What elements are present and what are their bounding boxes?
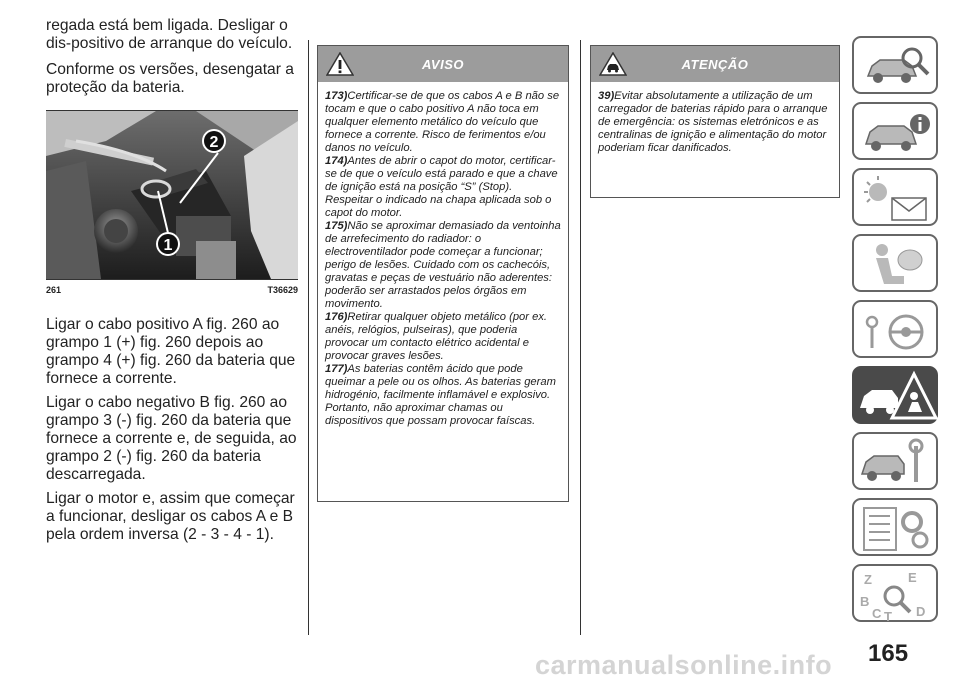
tab-vehicle-knowledge[interactable]: [852, 36, 938, 94]
aviso-item: [325, 155, 562, 220]
aviso-item: [325, 311, 562, 363]
atencao-item: [598, 90, 833, 155]
figure-code: T36629: [267, 285, 298, 295]
paragraph-5: Ligar o motor e, assim que começar a funcionar, desligar os cabos A e B pela ordem inversa (2 - 3 - 4 - 1).: [46, 490, 295, 543]
index-letter: B: [860, 594, 870, 609]
column-divider-2: [580, 40, 581, 635]
aviso-title: AVISO: [422, 57, 464, 72]
aviso-item-text: As baterias contêm ácido que pode queimar a pele ou os olhos. As baterias geram hidrogénio, facilmente inflamável e explosivo. Portanto, não aproximar chamas ou dispositivos que possam provocar faíscas.: [325, 363, 556, 427]
tab-technical-data[interactable]: [852, 498, 938, 556]
atencao-item-text: Evitar absolutamente a utilização de um carregador de baterias rápido para o arranque de emergência: os sistemas eletrónicos e as centralinas de ignição e alimentação do motor poderiam ficar danificados.: [598, 90, 828, 154]
atencao-header: [591, 46, 839, 82]
car-search-icon: [854, 38, 940, 96]
paragraph-1: regada está bem ligada. Desligar o dis-positivo de arranque do veículo.: [46, 17, 293, 52]
engine-bay-photo: [46, 111, 298, 279]
seat-airbag-icon: [854, 236, 940, 294]
tab-warning-lights[interactable]: [852, 168, 938, 226]
tab-safety[interactable]: [852, 234, 938, 292]
aviso-item-number: 176): [325, 311, 348, 323]
aviso-box: [317, 45, 569, 502]
index-letter: D: [916, 604, 926, 619]
tab-index[interactable]: [852, 564, 938, 622]
list-gears-icon: [854, 500, 940, 558]
figure-caption: [46, 280, 298, 295]
paragraph-3: Ligar o cabo positivo A fig. 260 ao grampo 1 (+) fig. 260 depois ao grampo 4 (+) fig. 260 da bateria que fornece a corrente.: [46, 316, 296, 387]
paragraph-2: Conforme os versões, desengatar a proteção da bateria.: [46, 61, 294, 96]
aviso-item: [325, 90, 562, 155]
aviso-item-number: 177): [325, 363, 348, 375]
tab-vehicle-info[interactable]: [852, 102, 938, 160]
column-1-bottom: [46, 316, 298, 550]
aviso-item-text: Certificar-se de que os cabos A e B não se tocam e que o cabo positivo A não toca em qualquer elemento metálico do veículo que fornece a corrente. Risco de ferimentos e/ou danos no veículo.: [325, 90, 560, 154]
car-wrench-icon: [854, 434, 940, 492]
paragraph-4: Ligar o cabo negativo B fig. 260 ao grampo 3 (-) fig. 260 da bateria que fornece a corrente e, de seguida, ao grampo 2 (-) fig. 260 da bateria descarregada.: [46, 394, 297, 483]
index-letter: E: [908, 570, 917, 585]
watermark: carmanualsonline.info: [535, 650, 833, 680]
callout-1: 1: [163, 237, 173, 254]
tab-maintenance[interactable]: [852, 432, 938, 490]
alphabet-search-icon: [854, 566, 940, 624]
atencao-body: [591, 82, 839, 161]
car-crash-warning-icon: [854, 368, 940, 426]
car-info-icon: [854, 104, 940, 162]
index-letter: Z: [864, 572, 872, 587]
aviso-item-text: Não se aproximar demasiado da ventoinha de arrefecimento do radiador: o electroventilador pode começar a funcionar; perigo de lesões. Cuidado com os cachecóis, gravatas e peças de vestuário não aderentes: poderão ser arrastados pelos órgãos em movimento.: [325, 220, 561, 310]
index-letter: T: [884, 609, 892, 624]
aviso-item: [325, 220, 562, 311]
engine-bay-illustration: [46, 111, 298, 279]
callout-2: 2: [209, 134, 219, 151]
tab-emergency[interactable]: [852, 366, 938, 424]
page-number: 165: [868, 640, 909, 667]
warning-light-message-icon: [854, 170, 940, 228]
index-letter: C: [872, 606, 882, 621]
column-1-top: [46, 17, 298, 105]
atencao-item-number: 39): [598, 90, 615, 102]
aviso-item-text: Retirar qualquer objeto metálico (por ex. anéis, relógios, pulseiras), que poderia provocar um contacto elétrico acidental e provocar graves lesões.: [325, 311, 548, 362]
atencao-box: [590, 45, 840, 198]
aviso-header: [318, 46, 568, 82]
aviso-item-number: 173): [325, 90, 348, 102]
tab-starting-driving[interactable]: [852, 300, 938, 358]
atencao-title: ATENÇÃO: [681, 57, 749, 72]
aviso-item-number: 175): [325, 220, 348, 232]
aviso-item-number: 174): [325, 155, 348, 167]
figure-261: [46, 110, 298, 295]
figure-number: 261: [46, 285, 62, 295]
key-steering-wheel-icon: [854, 302, 940, 360]
aviso-body: [318, 82, 568, 434]
aviso-item-text: Antes de abrir o capot do motor, certificar-se de que o veículo está parado e que a chave de ignição está na posição “S” (Stop). Respeitar o indicado na chapa aplicada sob o capot do motor.: [325, 155, 558, 219]
column-divider-1: [308, 40, 309, 635]
aviso-item: [325, 363, 562, 428]
